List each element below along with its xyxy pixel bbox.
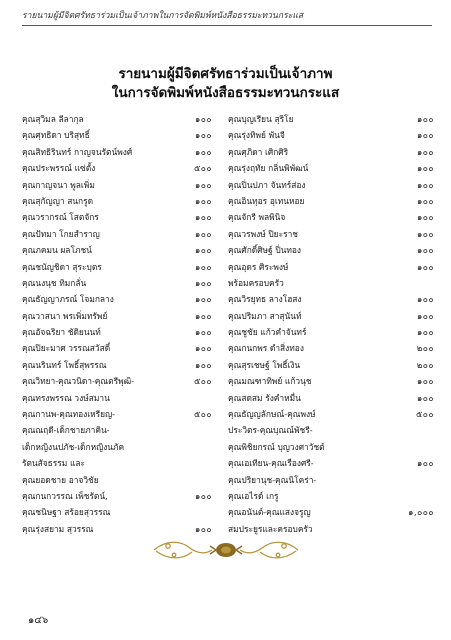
- donor-row: [22, 259, 228, 275]
- donor-name: คุณวิทยา-คุณวนิดา-คุณตรีพุฒิ-: [22, 376, 135, 387]
- donor-row: [22, 209, 228, 225]
- donor-row: [22, 226, 228, 242]
- donor-name: คุณสุรเชษฐ์ โพธิ์เงิน: [228, 359, 301, 370]
- donor-name: คุณเอไรด์ เกรู: [228, 490, 279, 501]
- page-title-line-2: ในการจัดพิมพ์หนังสือธรรมะทวนกระแส: [111, 85, 340, 101]
- donation-amount: ๑๐๐: [416, 195, 434, 206]
- donor-name: คุณเอเทียน-คุณเรืองศรี-: [228, 458, 314, 469]
- donor-name: คุณปิยะมาศ วรรณสวัสดิ์: [22, 343, 111, 354]
- donor-name: คุณอินทุอร อุเทนหอย: [228, 195, 305, 206]
- donor-row: [22, 291, 228, 307]
- donor-name: คุณอนันต์-คุณแสงจรูญ: [228, 507, 311, 518]
- donor-row: [228, 357, 434, 373]
- ornament-flourish-right: [240, 542, 298, 558]
- donation-amount: ๑๐๐: [416, 294, 434, 305]
- donor-name: คุณกาญจนา พูลเพิ่ม: [22, 179, 95, 190]
- donor-row: [228, 324, 434, 340]
- donor-name: คุณกนกวรรณ เพ็ชรัตน์,: [22, 490, 108, 501]
- donor-name: คุณธัญญลักษณ์-คุณพงษ์: [228, 409, 316, 420]
- donation-amount: ๑๐๐: [194, 212, 212, 223]
- donation-amount: ๑๐๐: [416, 327, 434, 338]
- donor-row: [228, 226, 434, 242]
- donor-row: [228, 144, 434, 160]
- donor-row: [228, 521, 434, 537]
- donor-row: [228, 340, 434, 356]
- donation-amount: ๑๐๐: [416, 130, 434, 141]
- donation-amount: ๑๐๐: [416, 179, 434, 190]
- donor-name: คุณธัญญาภรณ์ โจมกลาง: [22, 294, 114, 305]
- donor-name: คุณภคมน ผลโภชน์: [22, 245, 92, 256]
- donor-row: [228, 177, 434, 193]
- page-number: ๑๔๖: [28, 615, 49, 626]
- donor-name: คุณมณฑาทิพย์ แก้วนุช: [228, 376, 312, 387]
- donor-row: [22, 308, 228, 324]
- donor-row: [22, 390, 228, 406]
- donor-row: [228, 259, 434, 275]
- donor-list-right: [228, 111, 434, 537]
- donation-amount: ๑๐๐: [416, 245, 434, 256]
- donor-name: คุณสิทธิรินทร์ กาญจนรัตน์พงศ์: [22, 146, 133, 157]
- donor-name: ประวิตร-คุณบุณณ์พัชรี-: [228, 425, 313, 436]
- donor-name: คุณวรากรณ์ โสตจักร: [22, 212, 99, 223]
- donor-row: [22, 472, 228, 488]
- donor-name: คุณปริมภา สาสุนันท์: [228, 310, 302, 321]
- donor-row: [228, 291, 434, 307]
- donor-row: [22, 160, 228, 176]
- donor-row: [22, 144, 228, 160]
- donor-row: [228, 455, 434, 471]
- donor-row: [228, 308, 434, 324]
- donation-amount: ๕๐๐: [193, 409, 212, 420]
- donation-amount: ๒๐๐: [416, 359, 434, 370]
- donor-row: [22, 127, 228, 143]
- donor-row: [228, 422, 434, 438]
- donor-row: [22, 439, 228, 455]
- donation-amount: ๑๐๐: [416, 163, 434, 174]
- donor-name: คุณชนิษฐา สร้อยสุวรรณ: [22, 507, 111, 518]
- donor-name: คุณรุ่งฤทัย กลิ่นพิพัฒน์: [228, 163, 309, 174]
- donor-row: [22, 275, 228, 291]
- donor-name: คุณกนกพร ดำสิ่งทอง: [228, 343, 304, 354]
- donor-row: [228, 504, 434, 520]
- donor-name: คุณทรงพรรณ วงษ์สมาน: [22, 392, 110, 403]
- donation-amount: ๑๐๐: [194, 294, 212, 305]
- donor-row: [22, 193, 228, 209]
- donor-name: คุณพิชิยกรณ์ บุญวงศาวัชต์: [228, 441, 325, 452]
- donation-amount: ๑๐๐: [416, 376, 434, 387]
- donation-amount: ๑๐๐: [194, 261, 212, 272]
- donor-name: คุณศุทธิดา บริสุทธิ์: [22, 130, 90, 141]
- donation-amount: ๑๐๐: [416, 392, 434, 403]
- donor-name: คุณรุ่งสยาม สุวรรณ: [22, 523, 94, 534]
- donor-name: คุณวรพงษ์ ปิยะราช: [228, 228, 298, 239]
- donor-row: [22, 504, 228, 520]
- donor-row: [22, 455, 228, 471]
- donor-name: คุณสุวิมล ลีลากุล: [22, 114, 84, 124]
- donation-amount: ๑๐๐: [194, 245, 212, 256]
- donor-row: [228, 275, 434, 291]
- donation-amount: ๑๐๐: [416, 146, 434, 157]
- donation-amount: ๑๐๐: [194, 523, 212, 534]
- donation-amount: ๑๐๐: [194, 343, 212, 354]
- page-title-line-1: รายนามผู้มีจิตศรัทธาร่วมเป็นเจ้าภาพ: [118, 66, 333, 82]
- donor-name: เด็กหญิงนปภัช-เด็กหญิงนภัค: [22, 441, 125, 452]
- donor-name: คุณบุญเรียน สุริโย: [228, 114, 294, 124]
- donation-amount: ๑๐๐: [194, 490, 212, 501]
- donation-amount: ๑๐๐: [194, 359, 212, 370]
- donor-row: [228, 209, 434, 225]
- donation-amount: ๕๐๐: [193, 163, 212, 174]
- donor-name: คุณอุดร ศิระพงษ์: [228, 261, 289, 272]
- donor-row: [22, 406, 228, 422]
- donor-name: คุณรุ่งทิพย์ พันจี: [228, 130, 285, 141]
- donation-amount: ๑๐๐: [194, 146, 212, 157]
- donor-name: พร้อมครอบครัว: [228, 277, 284, 288]
- donor-row: [22, 111, 228, 127]
- donor-name: รัตนสัจธรรม และ: [22, 458, 86, 469]
- donor-name: สมประยูรและครอบครัว: [228, 523, 313, 534]
- donation-amount: ๑๐๐: [416, 458, 434, 469]
- ornament-flourish-left: [154, 542, 212, 558]
- donor-row: [22, 242, 228, 258]
- decorative-ornament: [146, 538, 306, 562]
- donor-name: คุณปิ่นปภา จันทร์ส่อง: [228, 179, 306, 190]
- donor-row: [228, 160, 434, 176]
- donor-row: [22, 373, 228, 389]
- donor-name: คุณวาสนา พรเพิ่มทรัพย์: [22, 310, 108, 321]
- donor-row: [228, 111, 434, 127]
- running-header: รายนามผู้มีจิตศรัทธาร่วมเป็นเจ้าภาพในการจัดพิมพ์หนังสือธรรมะทวนกระแส: [22, 11, 304, 21]
- donor-row: [228, 406, 434, 422]
- donor-row: [228, 390, 434, 406]
- donor-row: [22, 422, 228, 438]
- donation-amount: ๑๐๐: [416, 212, 434, 223]
- donor-name: คุณนรินทร์ โพธิ์สุพรรณ: [22, 359, 107, 370]
- donor-name: คุณศุภิดา เศิกศิริ: [228, 146, 289, 157]
- donor-row: [228, 193, 434, 209]
- donor-list-left: [22, 111, 228, 537]
- donor-name: คุณปัทมา โกยสำราญ: [22, 228, 100, 239]
- donor-row: [228, 127, 434, 143]
- donation-amount: ๑๐๐: [194, 130, 212, 141]
- donor-name: คุณประพรรณ์ แซ่ตั้ง: [22, 163, 96, 174]
- donation-amount: ๑๐๐: [416, 310, 434, 321]
- donor-name: คุณอัจฉริยา ชัดิยนนท์: [22, 327, 101, 338]
- donor-row: [22, 177, 228, 193]
- header-rule: [22, 25, 432, 26]
- donor-name: คุณสุกัญญา สนกรูด: [22, 195, 94, 206]
- donor-row: [228, 472, 434, 488]
- donation-amount: ๑๐๐: [194, 195, 212, 206]
- donor-row: [22, 357, 228, 373]
- donor-row: [228, 373, 434, 389]
- donor-name: คุณชูชัย แก้วคำจันทร์: [228, 327, 307, 338]
- donor-row: [228, 242, 434, 258]
- ornament-center: [210, 543, 242, 557]
- donation-amount: ๑๐๐: [194, 277, 212, 288]
- donor-name: คุณศักดิ์ศิษฐ์ ปิ่นทอง: [228, 245, 301, 256]
- donation-amount: ๑๐๐: [416, 228, 434, 239]
- donor-name: คุณวิรยุทธ ลางโฮสง: [228, 294, 302, 305]
- donation-amount: ๑๐๐: [194, 327, 212, 338]
- donor-name: คุณจักรี พลพินิจ: [228, 212, 286, 223]
- donor-name: คุณยอดชาย อาจวิชัย: [22, 474, 99, 485]
- donation-amount: ๑๐๐: [194, 114, 212, 124]
- donor-row: [22, 340, 228, 356]
- donor-row: [22, 324, 228, 340]
- donor-row: [22, 488, 228, 504]
- donation-amount: ๕๐๐: [193, 376, 212, 387]
- donation-amount: ๑๐๐: [194, 179, 212, 190]
- donation-amount: ๕๐๐: [415, 409, 434, 420]
- donor-name: คุณนงนุช ทิมกลั่น: [22, 277, 87, 288]
- donor-row: [228, 488, 434, 504]
- donation-amount: ๑,๐๐๐: [408, 507, 434, 518]
- donor-name: คุณสดสม รังคำหมื่น: [228, 392, 301, 403]
- donation-amount: ๑๐๐: [194, 228, 212, 239]
- donor-name: คุณปริยานุช-คุณนิโคร่า-: [228, 474, 317, 485]
- donor-name: คุณกานพ-คุณทองเหรียญ-: [22, 409, 115, 420]
- donor-row: [228, 439, 434, 455]
- donor-name: คุณณฤดี-เด็กชายภาคิน-: [22, 425, 110, 436]
- donor-name: คุณชนัญชิดา สุระบุตร: [22, 261, 102, 272]
- donation-amount: ๑๐๐: [416, 114, 434, 124]
- donation-amount: ๑๐๐: [416, 261, 434, 272]
- donation-amount: ๒๐๐: [416, 343, 434, 354]
- donation-amount: ๑๐๐: [194, 310, 212, 321]
- donor-row: [22, 521, 228, 537]
